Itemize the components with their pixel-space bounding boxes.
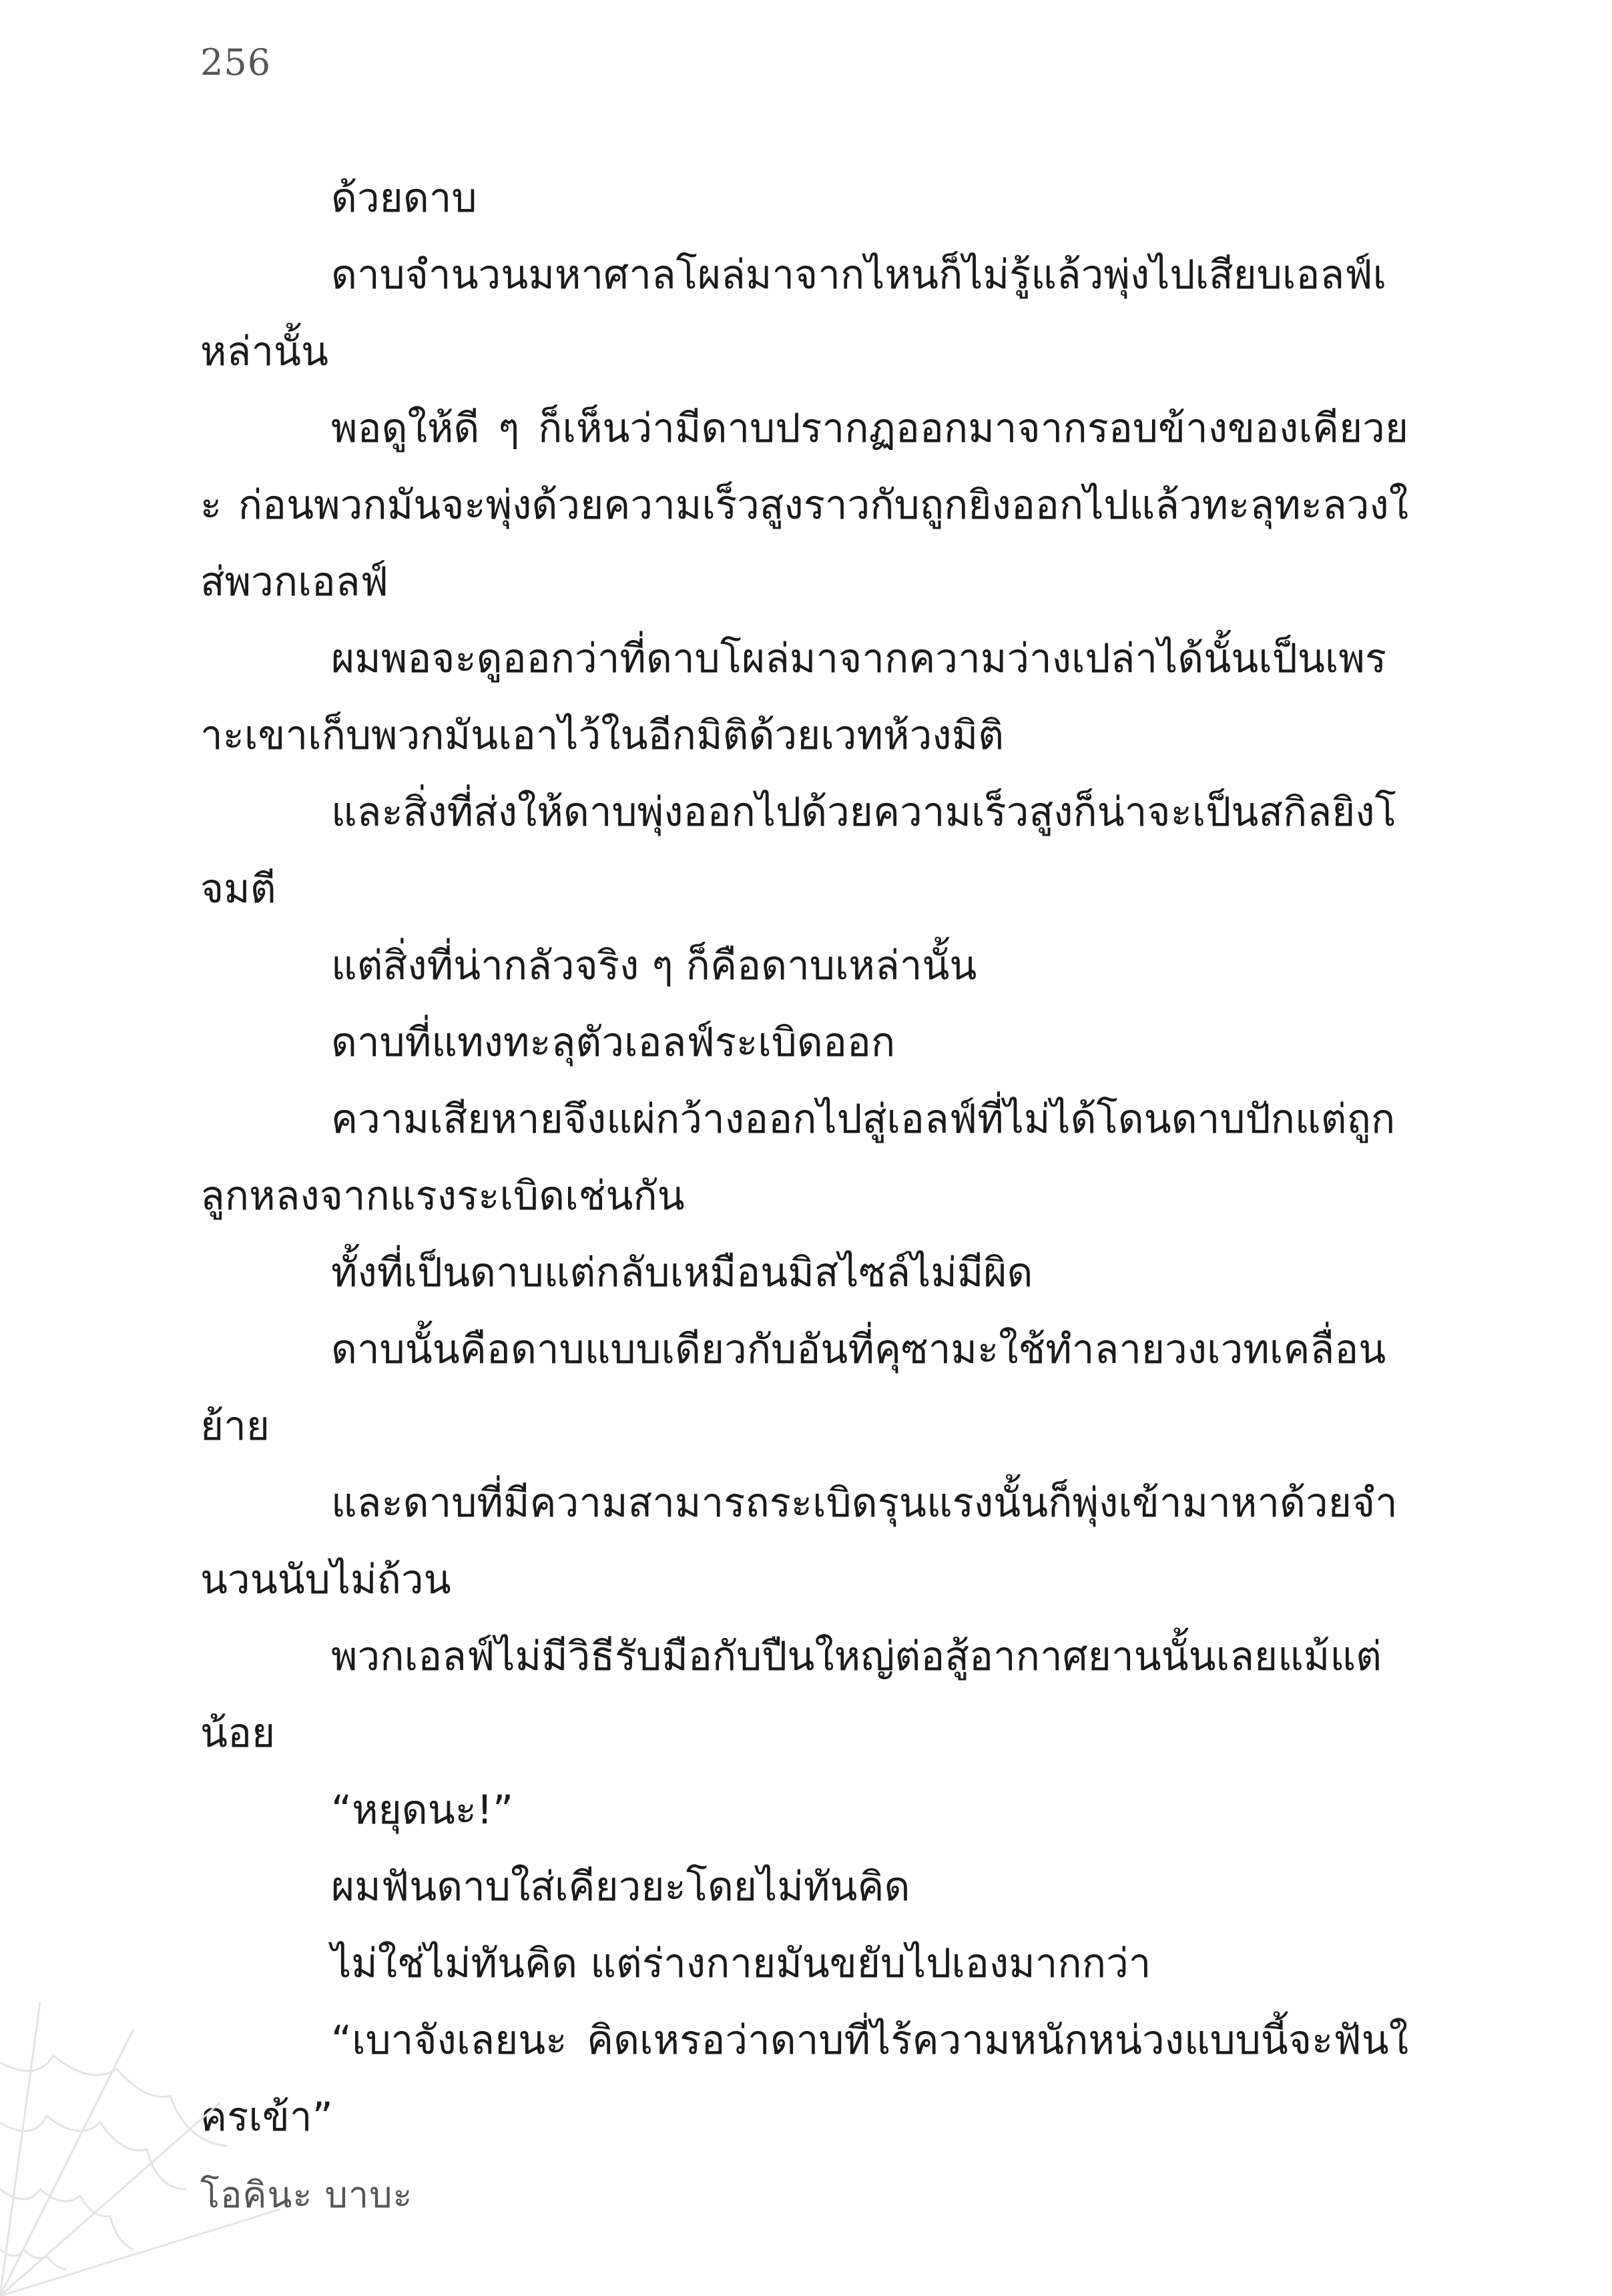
body-text — [200, 160, 1408, 2156]
book-title-footer: โอคินะ บาบะ — [200, 2174, 413, 2216]
paragraph: ดาบนั้นคือดาบแบบเดียวกับอันที่คุซามะใช้ทำลายวงเวทเคลื่อนย้าย — [200, 1326, 1386, 1450]
paragraph: และดาบที่มีความสามารถระเบิดรุนแรงนั้นก็พุ่งเข้ามาหาด้วยจำนวนนับไม่ถ้วน — [200, 1480, 1398, 1603]
paragraph: “หยุดนะ!” — [331, 1787, 514, 1833]
paragraph: ดาบจำนวนมหาศาลโผล่มาจากไหนก็ไม่รู้แล้วพุ่งไปเสียบเอลฟ์เหล่านั้น — [200, 252, 1387, 375]
paragraph: พอดูให้ดี ๆ ก็เห็นว่ามีดาบปรากฏออกมาจากรอบข้างของเคียวยะ ก่อนพวกมันจะพุ่งด้วยความเร็วสูงราวกับถูกยิงออกไปแล้วทะลุทะลวงใส่พวกเอลฟ์ — [200, 405, 1408, 605]
page-number: 256 — [200, 41, 272, 83]
paragraph: ไม่ใช่ไม่ทันคิด แต่ร่างกายมันขยับไปเองมากกว่า — [331, 1940, 1151, 1987]
paragraph: ผมฟันดาบใส่เคียวยะโดยไม่ทันคิด — [331, 1863, 910, 1910]
spider-web-decoration — [0, 1989, 294, 2296]
paragraph: ดาบที่แทงทะลุตัวเอลฟ์ระเบิดออก — [331, 1019, 896, 1066]
paragraph: “เบาจังเลยนะ คิดเหรอว่าดาบที่ไร้ความหนักหน่วงแบบนี้จะฟันใครเข้า” — [200, 2017, 1408, 2140]
paragraph: พวกเอลฟ์ไม่มีวิธีรับมือกับปืนใหญ่ต่อสู้อากาศยานนั้นเลยแม้แต่น้อย — [200, 1633, 1382, 1757]
paragraph: ทั้งที่เป็นดาบแต่กลับเหมือนมิสไซล์ไม่มีผิด — [331, 1249, 1033, 1296]
paragraph: และสิ่งที่ส่งให้ดาบพุ่งออกไปด้วยความเร็วสูงก็น่าจะเป็นสกิลยิงโจมตี — [200, 789, 1396, 912]
paragraph: ผมพอจะดูออกว่าที่ดาบโผล่มาจากความว่างเปล่าได้นั้นเป็นเพราะเขาเก็บพวกมันเอาไว้ในอีกมิติด้วยเวทห้วงมิติ — [200, 635, 1387, 759]
paragraph: แต่สิ่งที่น่ากลัวจริง ๆ ก็คือดาบเหล่านั้น — [331, 942, 977, 989]
paragraph: ด้วยดาบ — [331, 175, 477, 222]
paragraph: ความเสียหายจึงแผ่กว้างออกไปสู่เอลฟ์ที่ไม่ได้โดนดาบปักแต่ถูกลูกหลงจากแรงระเบิดเช่นกัน — [200, 1096, 1396, 1219]
